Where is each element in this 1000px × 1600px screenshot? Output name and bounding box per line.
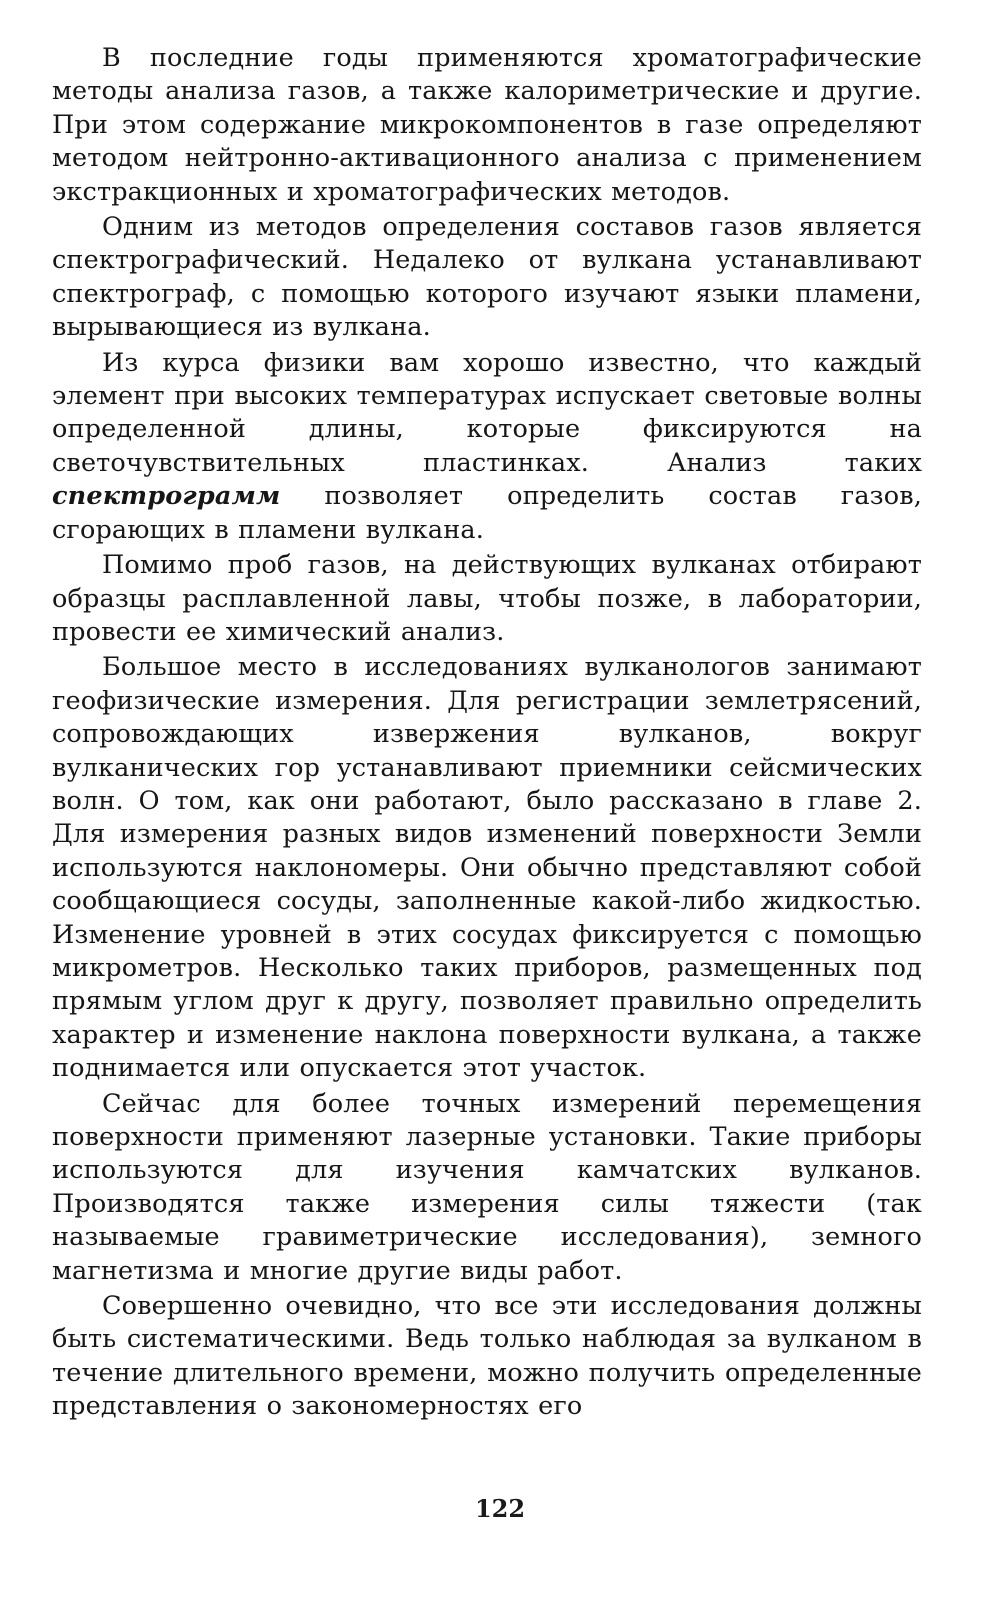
paragraph-7: Совершенно очевидно, что все эти исследования должны быть систематическими. Ведь только наблюдая за вулканом в течение длительного времени, можно получить определенные представления о закономерностях его: [52, 1291, 922, 1422]
paragraph-3-start: Из курса физики вам хорошо известно, что каждый элемент при высоких температурах испускает световые волны определенной длины, которые фиксируются на светочувствительных пластинках. Анализ таких: [52, 347, 922, 478]
paragraph-4: Помимо проб газов, на действующих вулканах отбирают образцы расплавленной лавы, чтобы позже, в лаборатории, провести ее химический анализ.: [52, 550, 922, 647]
emphasized-term: спектрограмм: [52, 481, 281, 512]
paragraph-3: [52, 347, 922, 547]
paragraph-6: Сейчас для более точных измерений перемещения поверхности применяют лазерные установки. Такие приборы используются для изучения камчатских вулканов. Производятся также измерения силы тяжести (так называемые гравиметрические исследования), земного магнетизма и многие другие виды работ.: [52, 1088, 922, 1286]
page-number: 122: [474, 1494, 526, 1523]
page-body: [52, 42, 922, 1562]
paragraph-1: В последние годы применяются хроматографические методы анализа газов, а также калориметрические и другие. При этом содержание микрокомпонентов в газе определяют методом нейтронно-активационного анализа с применением экстракционных и хроматографических методов.: [52, 43, 922, 207]
paragraph-2: Одним из методов определения составов газов является спектрографический. Недалеко от вулкана устанавливают спектрограф, с помощью которого изучают языки пламени, вырывающиеся из вулкана.: [52, 212, 922, 343]
paragraph-5: Большое место в исследованиях вулканологов занимают геофизические измерения. Для регистрации землетрясений, сопровождающих извержения вулканов, вокруг вулканических гор устанавливают приемники сейсмических волн. О том, как они работают, было рассказано в главе 2. Для измерения разных видов изменений поверхности Земли используются наклономеры. Они обычно представляют собой сообщающиеся сосуды, заполненные какой-либо жидкостью. Изменение уровней в этих сосудах фиксируется с помощью микрометров. Несколько таких приборов, размещенных под прямым углом друг к другу, позволяет правильно определить характер и изменение наклона поверхности вулкана, а также поднимается или опускается этот участок.: [52, 652, 922, 1084]
paragraph-3-end: позволяет определить состав газов, сгорающих в пламени вулкана.: [52, 481, 922, 545]
